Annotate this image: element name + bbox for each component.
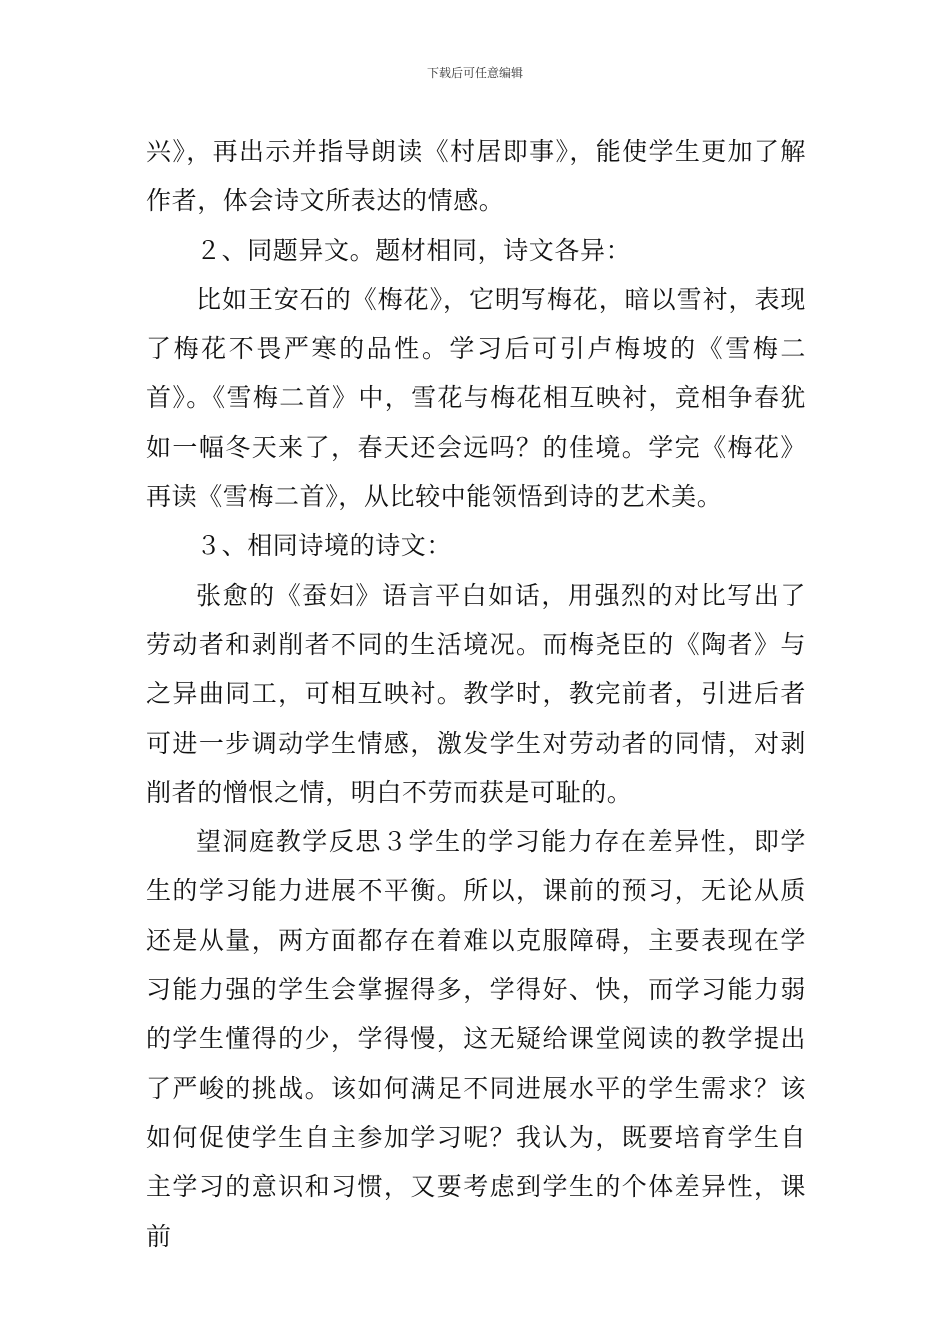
paragraph: ３、相同诗境的诗文： (196, 531, 453, 561)
paragraph: ２、同题异文。题材相同，诗文各异： (196, 235, 632, 265)
paragraph: 比如王安石的《梅花》，它明写梅花，暗以雪衬，表现了梅花不畏严寒的品性。学习后可引卢梅坡的《雪梅二首》。《雪梅二首》中，雪花与梅花相互映衬，竞相争春犹如一幅冬天来了，春天还会远吗？的佳境。学完《梅花》再读《雪梅二首》，从比较中能领悟到诗的艺术美。 (146, 284, 806, 512)
paragraph: 望洞庭教学反思３学生的学习能力存在差异性，即学生的学习能力进展不平衡。所以，课前的预习，无论从质还是从量，两方面都存在着难以克服障碍，主要表现在学习能力强的学生会掌握得多，学得好、快，而学习能力弱的学生懂得的少，学得慢，这无疑给课堂阅读的教学提出了严峻的挑战。该如何满足不同进展水平的学生需求？该如何促使学生自主参加学习呢？我认为，既要培育学生自主学习的意识和习惯，又要考虑到学生的个体差异性，课前 (146, 827, 806, 1251)
document-body (146, 127, 806, 1261)
paragraph: 兴》，再出示并指导朗读《村居即事》，能使学生更加了解作者，体会诗文所表达的情感。 (146, 137, 806, 216)
paragraph: 张愈的《蚕妇》语言平白如话，用强烈的对比写出了劳动者和剥削者不同的生活境况。而梅尧臣的《陶者》与之异曲同工，可相互映衬。教学时，教完前者，引进后者可进一步调动学生情感，激发学生对劳动者的同情，对剥削者的憎恨之情，明白不劳而获是可耻的。 (146, 580, 806, 807)
page-header: 下载后可任意编辑 (426, 66, 523, 80)
